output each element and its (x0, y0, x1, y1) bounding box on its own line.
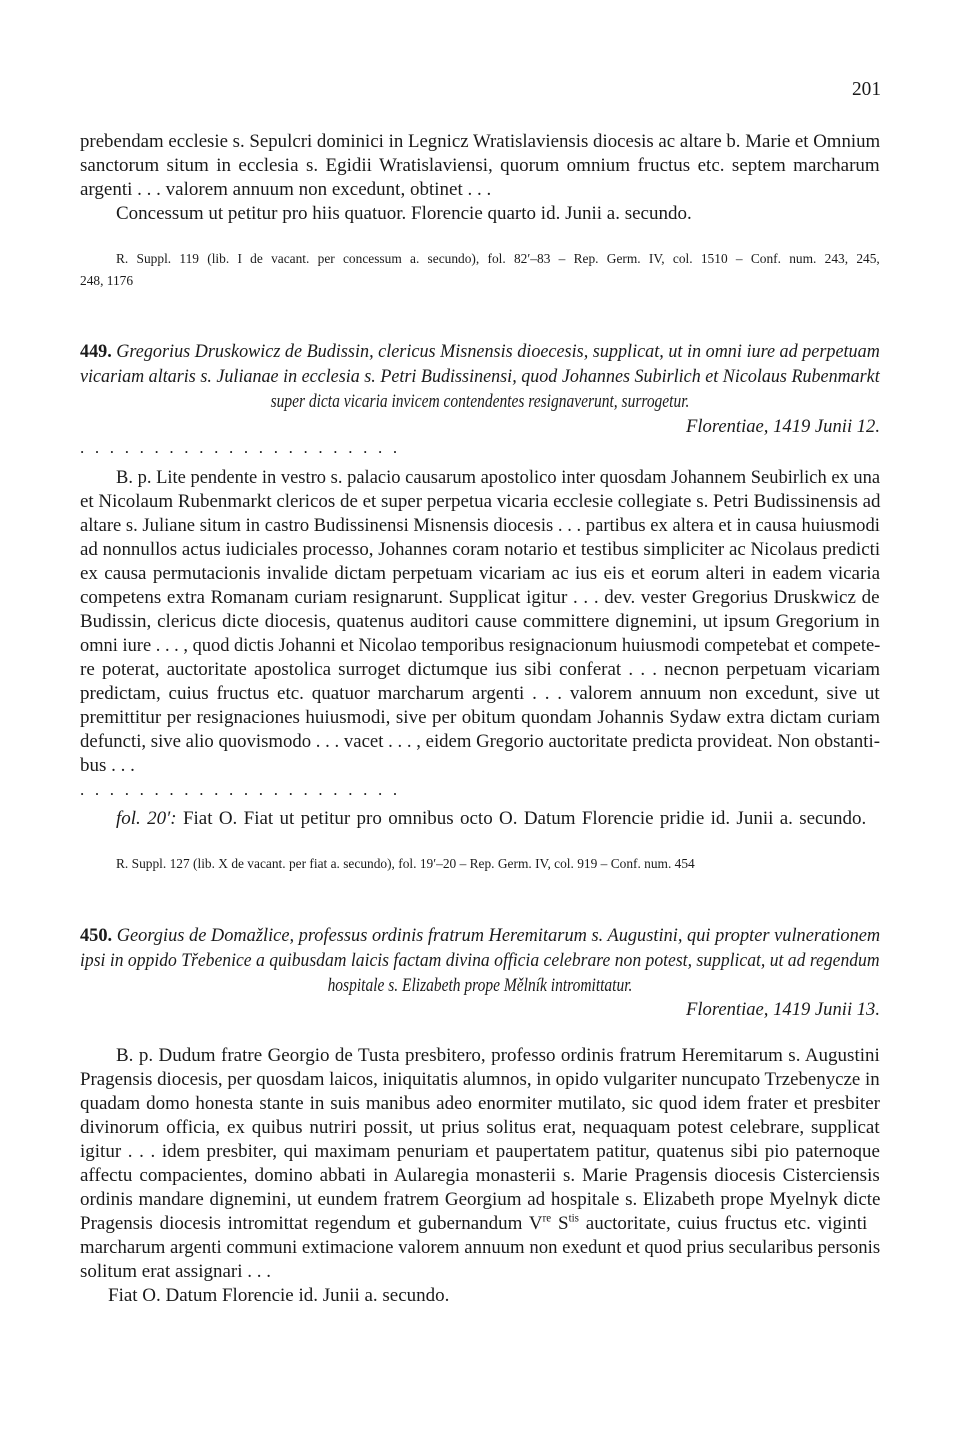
entry-450-body-line-3: quadam domo honesta stante in suis manibus adeo enormiter mutilato, sic quod idem frater et presbiter (80, 1093, 880, 1114)
entry-449-number: 449. (80, 341, 112, 362)
entry-450-body-line-8-a: Pragensis diocesis intromittat regendum et gubernandum V (80, 1213, 543, 1234)
entry-450-heading-line-2: ipsi in oppido Třebenice a quibusdam laicis factam divina officia celebrare non potest, supplicat, ut ad regendum (80, 950, 880, 971)
entry-449-heading-line-3: super dicta vicaria invicem contendentes resignaverunt, surrogetur. (270, 391, 690, 412)
entry-449-body-line-9: re poterat, auctoritate apostolica surroget dictumque ius sibi conferat . . . necnon perpetuam vicariam (80, 659, 881, 680)
entry-449-body-line-10: predictam, cuius fructus etc. quatuor marcharum argenti . . . valorem annuum non excedunt, sive ut (80, 683, 880, 704)
entry-450-body-line-2: Pragensis diocesis, per quosdam laicos, iniquitatis alumnos, in opido vulgariter nuncupato Trzebenycze in (80, 1069, 880, 1090)
entry-449-heading-text: Gregorius Druskowicz de Budissin, clericus Misnensis dioecesis, supplicat, ut in omni iure ad perpetuam (116, 341, 880, 362)
entry-450-heading-line-1 (80, 925, 880, 947)
entry-449-date: Florentiae, 1419 Junii 12. (686, 416, 880, 437)
entry-449-heading-line-1 (80, 341, 880, 363)
entry-449-reference: R. Suppl. 127 (lib. X de vacant. per fiat a. secundo), fol. 19′–20 – Rep. Germ. IV, col. 919 – Conf. num. 454 (116, 856, 695, 871)
entry-449-body-line-6: competens extra Romanam curiam resignarunt. Supplicat igitur . . . dev. vester Gregorius Druskwicz de (80, 587, 880, 608)
entry-450-body-line-10: solitum erat assignari . . . (80, 1261, 272, 1282)
entry-450-superscript-tis: tis (568, 1212, 579, 1225)
entry-449-omission-dots-1: . . . . . . . . . . . . . . . . . . . . . . (80, 438, 401, 457)
entry-450-number: 450. (80, 925, 113, 946)
entry-449-body-line-1: B. p. Lite pendente in vestro s. palacio causarum apostolico inter quosdam Johannem Seubirlich ex una (116, 467, 881, 488)
entry-450-closing: Fiat O. Datum Florencie id. Junii a. secundo. (108, 1285, 450, 1306)
entry-449-body-line-7: Budissin, clericus dicte diocesis, quatenus auditori cause committere dignemini, ut ipsum Gregorium in (80, 611, 880, 632)
entry-449-body-line-13: bus . . . (80, 755, 135, 776)
entry-449-body-line-8: omni iure . . . , quod dictis Johanni et Nicolao temporibus resignacionum huiusmodi competebat et compete- (80, 635, 881, 656)
entry-450-heading-text: Georgius de Domažlice, professus ordinis fratrum Heremitarum s. Augustini, qui propter vulnerationem (116, 925, 881, 946)
entry-450-body-line-1: B. p. Dudum fratre Georgio de Tusta presbitero, professo ordinis fratrum Heremitarum s. Augustini (116, 1045, 880, 1066)
entry-450-heading-line-3: hospitale s. Elizabeth prope Mělník intromittatur. (327, 975, 633, 996)
entry-450-body-line-8-c: auctoritate, cuius fructus etc. viginti (578, 1213, 868, 1234)
entry-449-body-line-3: altare s. Juliane situm in castro Budissinensi Misnensis diocesis . . . partibus ex altera et in causa huiusmodi (80, 515, 880, 536)
entry-449-folio-label: fol. 20′: (116, 808, 177, 829)
entry-450-superscript-re: re (542, 1212, 552, 1225)
entry-450-date: Florentiae, 1419 Junii 13. (686, 999, 880, 1020)
entry-450-body-line-8-b: S (551, 1213, 569, 1234)
prev-entry-line-3: argenti . . . valorem annuum non excedunt, obtinet . . . (80, 179, 492, 200)
prev-entry-line-2: sanctorum situm in ecclesia s. Egidii Wratislaviensi, quorum omnium fructus etc. septem marcharum (80, 155, 880, 176)
prev-entry-concessum: Concessum ut petitur pro hiis quatuor. Florencie quarto id. Junii a. secundo. (116, 203, 692, 224)
entry-450-body-line-9: marcharum argenti communi extimacione valorem annuum non exedunt et quod prius secularibus personis (80, 1237, 881, 1258)
entry-450-body-line-5: igitur . . . idem presbiter, qui maximam penuriam et paupertatem patitur, quatenus sibi pio paternoque (80, 1141, 880, 1162)
entry-449-body-line-11: premittitur per resignaciones huiusmodi, sive per obitum quondam Johannis Sydaw extra dictam curiam (80, 707, 880, 728)
prev-entry-reference-1: R. Suppl. 119 (lib. I de vacant. per concessum a. secundo), fol. 82′–83 – Rep. Germ. IV, col. 1510 – Conf. num. 243, 245, (116, 251, 880, 266)
prev-entry-reference-2: 248, 1176 (80, 273, 134, 288)
page-number: 201 (852, 78, 881, 100)
entry-450-body-line-4: divinorum officia, ex quibus nutriri possit, ut prius solitus erat, nequaquam potest celebrare, supplicat (80, 1117, 880, 1138)
prev-entry-line-1: prebendam ecclesie s. Sepulcri dominici in Legnicz Wratislaviensis diocesis ac altare b. Marie et Omnium (80, 131, 881, 152)
entry-449-body-line-4: ad nonnullos actus iudiciales processo, Johannes coram notario et testibus simpliciter ac Nicolaus predicti (80, 539, 881, 560)
entry-450-body-line-7: ordinis mandare dignemini, ut eundem fratrem Georgium ad hospitale s. Elizabeth prope Myelnyk dicte (80, 1189, 881, 1210)
entry-449-heading-line-2: vicariam altaris s. Julianae in ecclesia s. Petri Budissinensi, quod Johannes Subirlich et Nicolaus Rubenmarkt (80, 366, 880, 387)
entry-449-omission-dots-2: . . . . . . . . . . . . . . . . . . . . . . (80, 780, 401, 799)
entry-449-folio-text: Fiat O. Fiat ut petitur pro omnibus octo O. Datum Florencie pridie id. Junii a. secundo. (182, 808, 867, 829)
entry-450-body-line-6: affectu compacientes, domino abbati in Aularegia monasterii s. Marie Pragensis diocesis Cisterciensis (80, 1165, 880, 1186)
entry-449-folio-line (116, 808, 866, 830)
entry-449-body-line-12: defuncti, sive alio quovismodo . . . vacet . . . , eidem Gregorio auctoritate predicta provideat. Non obstanti- (80, 731, 880, 752)
entry-449-body-line-5: ex causa permutacionis invalide dictam perpetuam vicariam ac ius eis et eorum alteri in eadem vicaria (80, 563, 881, 584)
entry-449-body-line-2: et Nicolaum Rubenmarkt clericos de et super perpetua vicaria ecclesie collegiate s. Petri Budissinensis ad (80, 491, 881, 512)
entry-450-body-line-8 (80, 1213, 867, 1235)
